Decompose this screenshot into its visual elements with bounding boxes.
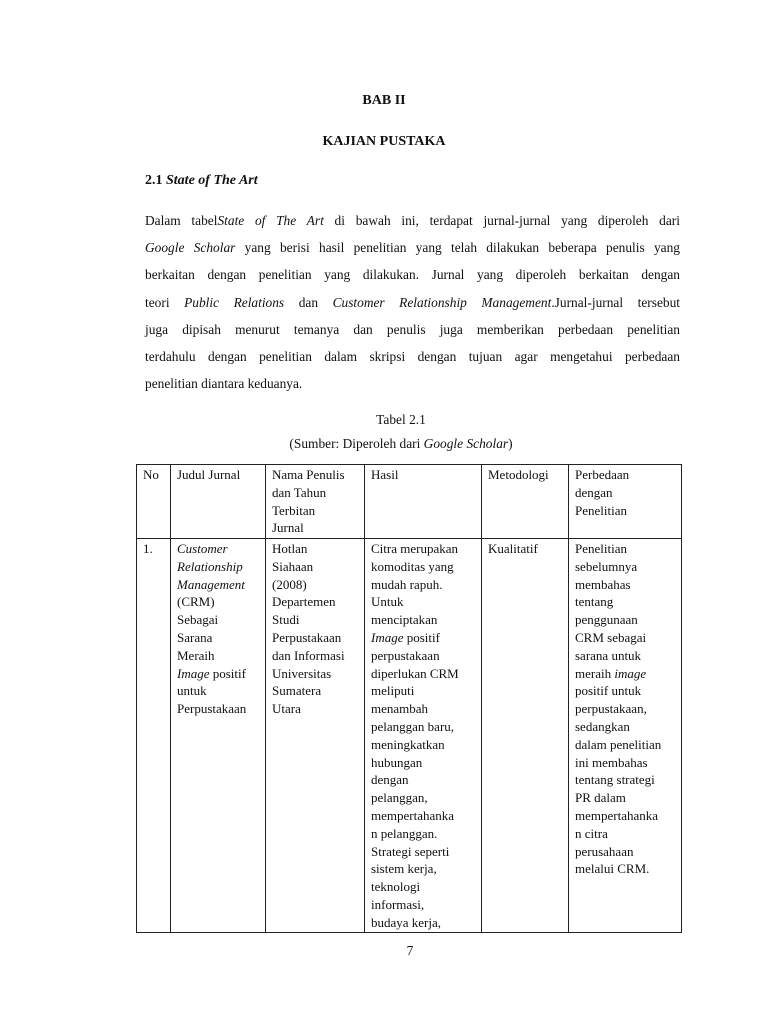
table-caption-source-italic: Google Scholar <box>423 436 509 451</box>
cell-run: Studi <box>272 612 300 628</box>
cell-text-line <box>575 718 677 736</box>
cell-text-line <box>272 593 360 611</box>
header-text: Perbedaan <box>575 467 630 482</box>
cell-text-line <box>575 611 677 629</box>
cell-text-line <box>488 540 564 558</box>
cell-text-line <box>371 843 477 861</box>
chapter-number: BAB II <box>362 93 406 108</box>
cell-text-line <box>575 593 677 611</box>
cell-run: perpustakaan <box>371 647 440 663</box>
cell-italic-run: Relationship <box>177 558 243 574</box>
cell-text-line <box>272 629 360 647</box>
cell-run: pelanggan baru, <box>371 718 455 734</box>
cell-text-line <box>575 700 677 718</box>
cell-run: diperlukan CRM <box>371 665 459 681</box>
cell-text-line <box>575 665 677 683</box>
table-cell <box>365 539 482 933</box>
cell-text-line <box>371 700 477 718</box>
cell-italic-run: Image <box>371 629 404 645</box>
cell-run: 1. <box>143 541 153 556</box>
cell-text-line <box>272 576 360 594</box>
section-number: 2.1 <box>145 173 163 188</box>
header-text: Penelitian <box>575 502 627 518</box>
cell-text-line <box>575 576 677 594</box>
cell-run: hubungan <box>371 754 423 770</box>
cell-text-line <box>575 860 677 878</box>
cell-run: untuk <box>177 683 207 699</box>
cell-run: ini membahas <box>575 754 648 770</box>
cell-text-line <box>371 896 477 914</box>
header-text: Nama Penulis <box>272 467 345 482</box>
cell-text-line <box>575 558 677 576</box>
cell-text-line <box>177 540 261 558</box>
page-number: 7 <box>406 943 414 958</box>
cell-run: Penelitian <box>575 541 627 556</box>
cell-run: Siahaan <box>272 558 314 574</box>
cell-text-line <box>177 647 261 665</box>
cell-text-line <box>371 629 477 647</box>
paragraph-line <box>145 316 680 343</box>
cell-run: sebelumnya <box>575 558 638 574</box>
cell-run: penggunaan <box>575 612 638 628</box>
cell-text-line <box>272 611 360 629</box>
cell-italic-run: image <box>614 665 647 681</box>
cell-text-line <box>575 807 677 825</box>
paragraph-line <box>145 261 680 288</box>
paragraph-italic-run: Customer Relationship Management <box>332 294 552 310</box>
cell-run: sistem kerja, <box>371 861 437 877</box>
paragraph-italic-run: State of The Art <box>217 213 324 228</box>
cell-text-line <box>371 540 477 558</box>
cell-run: Hotlan <box>272 541 308 556</box>
paragraph-run: penelitian diantara keduanya. <box>145 376 303 392</box>
header-text: dengan <box>575 484 613 500</box>
table-cell <box>482 539 569 933</box>
cell-italic-run: Customer <box>177 541 228 556</box>
intro-paragraph <box>145 207 680 397</box>
cell-text-line <box>371 718 477 736</box>
chapter-title: KAJIAN PUSTAKA <box>322 134 446 149</box>
cell-run: informasi, <box>371 896 425 912</box>
cell-text-line <box>371 754 477 772</box>
cell-text-line <box>371 611 477 629</box>
cell-run: Kualitatif <box>488 541 538 556</box>
cell-text-line <box>177 700 261 718</box>
cell-run: teknologi <box>371 879 421 895</box>
cell-run: perusahaan <box>575 843 634 859</box>
cell-text-line <box>371 878 477 896</box>
cell-text-line <box>272 665 360 683</box>
cell-text-line <box>272 558 360 576</box>
table-caption-source-prefix: (Sumber: Diperoleh dari <box>289 436 424 451</box>
cell-text-line <box>177 682 261 700</box>
cell-text-line <box>371 665 477 683</box>
cell-text-line <box>575 682 677 700</box>
cell-text-line <box>371 771 477 789</box>
cell-run: positif untuk <box>575 683 642 699</box>
cell-run: membahas <box>575 576 631 592</box>
header-text: Terbitan <box>272 502 316 518</box>
cell-run: Perpustakaan <box>272 629 342 645</box>
cell-run: perpustakaan, <box>575 701 647 717</box>
cell-text-line <box>575 843 677 861</box>
paragraph-run: juga dipisah menurut temanya dan penulis juga memberikan perbedaan penelitian <box>145 321 680 337</box>
section-title-text: State of The Art <box>166 173 258 188</box>
table-header-row <box>137 465 682 539</box>
table-header-cell <box>365 465 482 539</box>
paragraph-run: berkaitan dengan penelitian yang dilakukan. Jurnal yang diperoleh berkaitan dengan <box>145 267 680 283</box>
cell-run: pelanggan, <box>371 790 428 806</box>
paragraph-italic-run: Google Scholar <box>145 240 236 256</box>
cell-run: Sarana <box>177 629 213 645</box>
paragraph-line <box>145 207 680 234</box>
header-text: Hasil <box>371 467 399 482</box>
cell-text-line <box>575 540 677 558</box>
table-cell <box>569 539 682 933</box>
cell-run: Utara <box>272 701 301 717</box>
cell-run: mempertahanka <box>371 807 455 823</box>
cell-text-line <box>177 576 261 594</box>
cell-text-line <box>371 807 477 825</box>
cell-text-line <box>371 576 477 594</box>
cell-text-line <box>371 825 477 843</box>
cell-text-line <box>575 629 677 647</box>
table-caption-title: Tabel 2.1 <box>376 412 426 427</box>
cell-text-line <box>371 647 477 665</box>
cell-text-line <box>371 593 477 611</box>
cell-text-line <box>177 665 261 683</box>
cell-text-line <box>575 754 677 772</box>
cell-run: menambah <box>371 701 429 717</box>
paragraph-run: Dalam tabel <box>145 213 218 228</box>
header-text: dan Tahun <box>272 484 327 500</box>
paragraph-line <box>145 370 680 397</box>
table-header-cell <box>569 465 682 539</box>
table-cell <box>266 539 365 933</box>
cell-text-line <box>143 540 166 558</box>
cell-run: Departemen <box>272 594 336 610</box>
table-header-cell <box>171 465 266 539</box>
table-header-cell <box>266 465 365 539</box>
cell-run: meningkatkan <box>371 736 445 752</box>
cell-run: Citra merupakan <box>371 541 458 556</box>
paragraph-run: yang berisi hasil penelitian yang telah dilakukan beberapa penulis yang <box>235 240 680 256</box>
cell-run: (2008) <box>272 576 307 592</box>
cell-run: dalam penelitian <box>575 736 662 752</box>
cell-run: Strategi seperti <box>371 843 450 859</box>
cell-run: melalui CRM. <box>575 861 650 877</box>
paragraph-run: di bawah ini, terdapat jurnal-jurnal yang diperoleh dari <box>323 213 680 228</box>
paragraph-line <box>145 343 680 370</box>
cell-text-line <box>575 825 677 843</box>
cell-run: sarana untuk <box>575 647 642 663</box>
cell-run: tentang <box>575 594 614 610</box>
cell-run: Meraih <box>177 647 215 663</box>
paragraph-run: teori <box>145 294 185 310</box>
cell-text-line <box>177 611 261 629</box>
cell-text-line <box>371 789 477 807</box>
cell-run: tentang strategi <box>575 772 655 788</box>
cell-italic-run: Management <box>177 576 245 592</box>
cell-run: meliputi <box>371 683 415 699</box>
header-text: Jurnal <box>272 520 304 536</box>
cell-run: n pelanggan. <box>371 825 438 841</box>
table-caption-source <box>0 436 768 452</box>
cell-run: (CRM) <box>177 594 215 610</box>
cell-run: Sumatera <box>272 683 322 699</box>
table-row <box>137 539 682 933</box>
cell-run: komoditas yang <box>371 558 454 574</box>
paragraph-italic-run: Public Relations <box>184 294 285 310</box>
cell-run: Perpustakaan <box>177 701 247 717</box>
cell-run: positif <box>209 665 246 681</box>
cell-run: Untuk <box>371 594 404 610</box>
cell-text-line <box>371 914 477 932</box>
table-cell <box>171 539 266 933</box>
cell-text-line <box>575 771 677 789</box>
header-text: Judul Jurnal <box>177 467 241 482</box>
cell-text-line <box>272 647 360 665</box>
cell-run: Universitas <box>272 665 332 681</box>
cell-run: sedangkan <box>575 718 630 734</box>
table-cell <box>137 539 171 933</box>
cell-text-line <box>371 558 477 576</box>
table-header-cell <box>482 465 569 539</box>
cell-text-line <box>272 700 360 718</box>
cell-text-line <box>177 593 261 611</box>
cell-run: mudah rapuh. <box>371 576 443 592</box>
cell-run: n citra <box>575 825 608 841</box>
paragraph-line <box>145 289 680 316</box>
cell-text-line <box>177 558 261 576</box>
paragraph-run: .Jurnal-jurnal tersebut <box>551 294 680 310</box>
cell-run: budaya kerja, <box>371 914 442 930</box>
cell-text-line <box>177 629 261 647</box>
cell-text-line <box>575 736 677 754</box>
cell-run: PR dalam <box>575 790 626 806</box>
cell-text-line <box>371 860 477 878</box>
paragraph-line <box>145 234 680 261</box>
cell-run: dengan <box>371 772 409 788</box>
header-text: Metodologi <box>488 467 549 482</box>
header-text: No <box>143 467 159 482</box>
section-heading <box>145 173 258 189</box>
cell-run: positif <box>403 629 440 645</box>
cell-run: menciptakan <box>371 612 438 628</box>
cell-text-line <box>371 736 477 754</box>
cell-run: mempertahanka <box>575 807 659 823</box>
cell-italic-run: Image <box>177 665 210 681</box>
cell-run: meraih <box>575 665 615 681</box>
table-caption-source-suffix: ) <box>508 436 513 451</box>
paragraph-run: terdahulu dengan penelitian dalam skripsi dengan tujuan agar mengetahui perbedaan <box>145 349 680 365</box>
cell-text-line <box>371 682 477 700</box>
state-of-the-art-table <box>136 464 682 933</box>
cell-text-line <box>272 540 360 558</box>
cell-run: CRM sebagai <box>575 629 647 645</box>
cell-text-line <box>575 789 677 807</box>
paragraph-run: dan <box>284 294 333 310</box>
cell-text-line <box>575 647 677 665</box>
cell-run: dan Informasi <box>272 647 345 663</box>
table-header-cell <box>137 465 171 539</box>
cell-text-line <box>272 682 360 700</box>
cell-run: Sebagai <box>177 612 219 628</box>
